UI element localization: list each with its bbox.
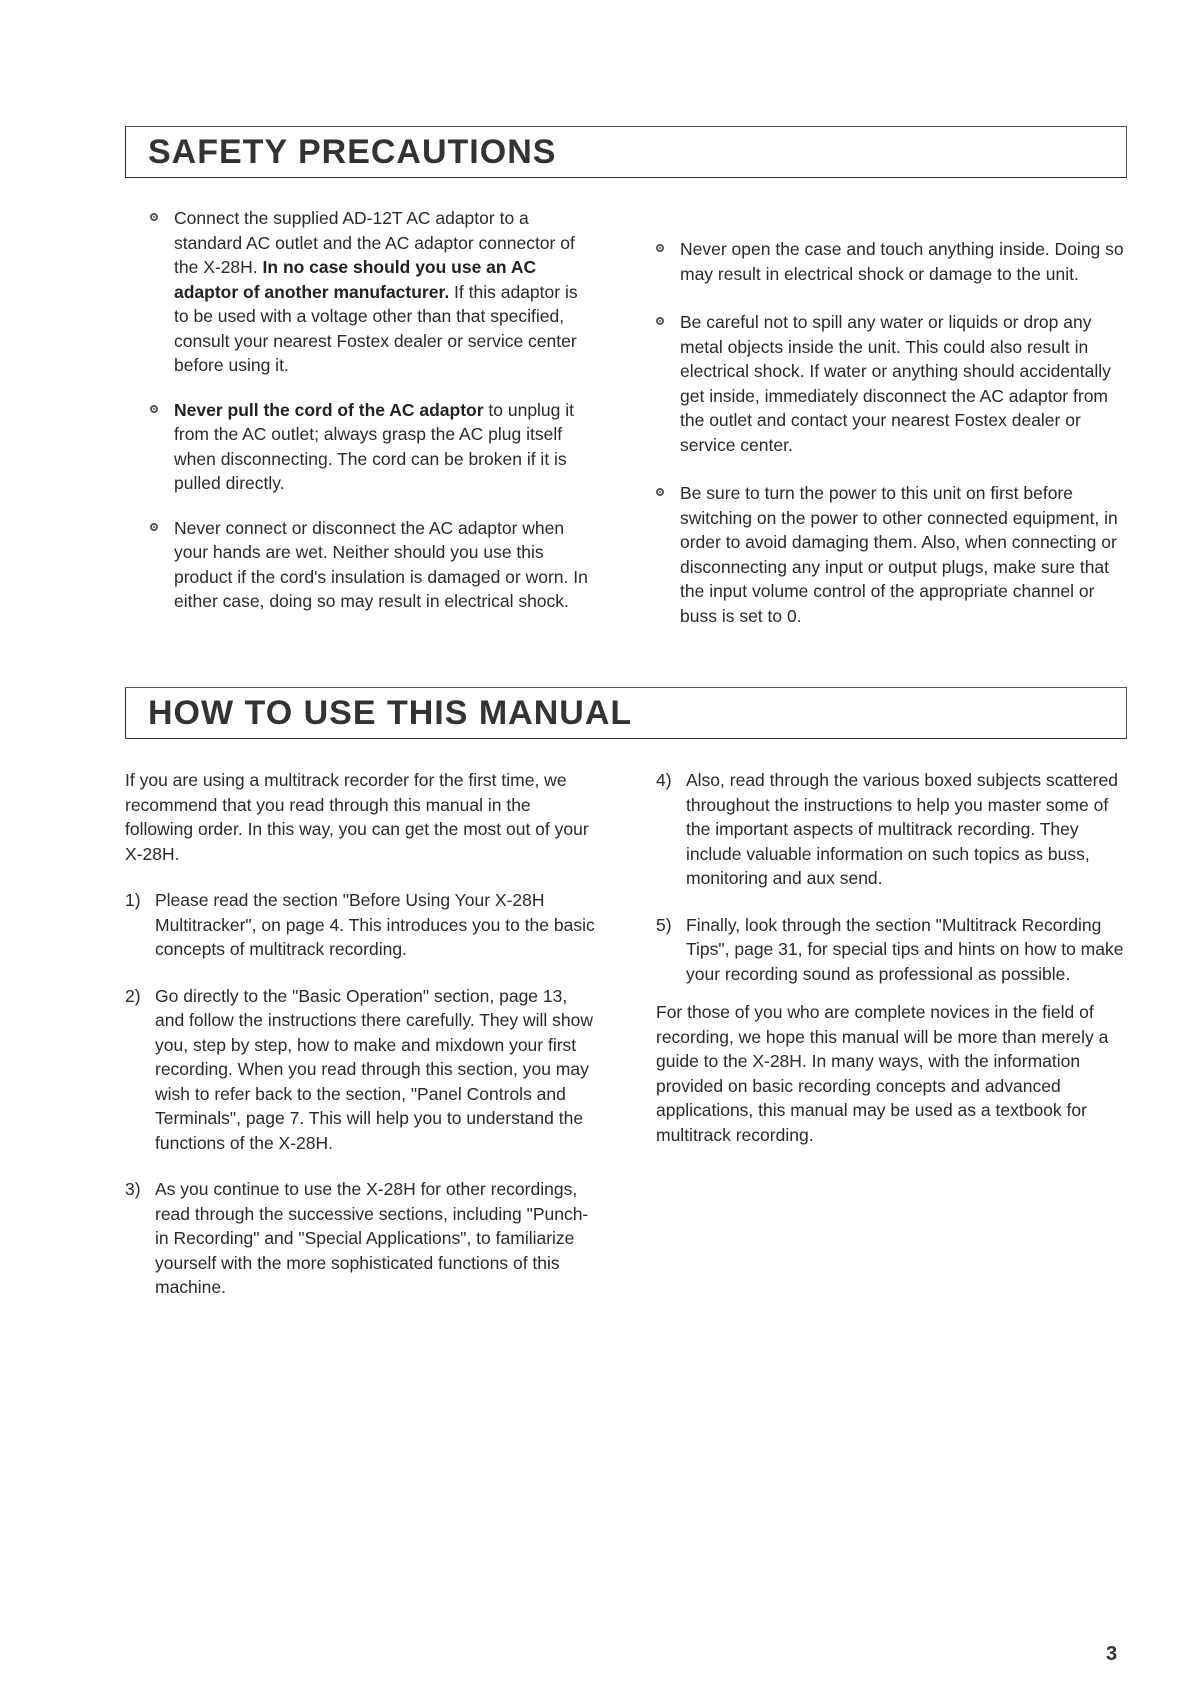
bullet-icon bbox=[656, 317, 664, 325]
safety-item: Never pull the cord of the AC adaptor to unplug it from the AC outlet; always grasp the AC plug itself when disconnecting. The cord can be broken if it is pulled directly. bbox=[150, 398, 595, 496]
howto-left-column bbox=[125, 768, 595, 1300]
how-to-use-header bbox=[125, 687, 1127, 739]
how-to-use-title: HOW TO USE THIS MANUAL bbox=[148, 694, 633, 732]
howto-step: 3) As you continue to use the X-28H for other recordings, read through the successive sections, including "Punch-in Recording" and "Special Applications", to familiarize yourself with the more sophisticated functions of this machine. bbox=[125, 1179, 589, 1297]
bullet-icon bbox=[150, 523, 158, 531]
howto-closing: For those of you who are complete novices in the field of recording, we hope this manual will be more than merely a guide to the X-28H. In many ways, with the information provided on basic recording concepts and advanced applications, this manual may be used as a textbook for multitrack recording. bbox=[656, 1002, 1109, 1145]
howto-right-column bbox=[656, 768, 1128, 1147]
howto-step: 4) Also, read through the various boxed subjects scattered throughout the instructions to help you master some of the important aspects of multitrack recording. They include valuable information on such topics as buss, monitoring and aux send. bbox=[656, 770, 1118, 888]
safety-item: Never connect or disconnect the AC adaptor when your hands are wet. Neither should you use this product if the cord's insulation is damaged or worn. In either case, doing so may result in electrical shock. bbox=[150, 516, 595, 614]
bullet-icon bbox=[150, 405, 158, 413]
safety-right-column bbox=[656, 237, 1128, 628]
bullet-icon bbox=[150, 213, 158, 221]
safety-item: Be sure to turn the power to this unit on first before switching on the power to other connected equipment, in order to avoid damaging them. Also, when connecting or disconnecting any input or output plugs, make sure that the input volume control of the appropriate channel or buss is set to 0. bbox=[656, 481, 1128, 628]
safety-precautions-header bbox=[125, 126, 1127, 178]
safety-item: Connect the supplied AD-12T AC adaptor to a standard AC outlet and the AC adaptor connector of the X-28H. In no case should you use an AC adaptor of another manufacturer. If this adaptor is to be used with a voltage other than that specified, consult your nearest Fostex dealer or service center before using it. bbox=[150, 206, 595, 378]
howto-step: 5) Finally, look through the section "Multitrack Recording Tips", page 31, for special tips and hints on how to make your recording sound as professional as possible. bbox=[656, 914, 1124, 984]
bullet-icon bbox=[656, 244, 664, 252]
page-number: 3 bbox=[1106, 1643, 1118, 1665]
howto-intro: If you are using a multitrack recorder for the first time, we recommend that you read through this manual in the following order. In this way, you can get the most out of your X-28H. bbox=[125, 770, 589, 864]
safety-precautions-title: SAFETY PRECAUTIONS bbox=[148, 133, 557, 171]
bullet-icon bbox=[656, 488, 664, 496]
howto-step: 2) Go directly to the "Basic Operation" section, page 13, and follow the instructions there carefully. They will show you, step by step, how to make and mixdown your first recording. When you read through this section, you may wish to refer back to the section, "Panel Controls and Terminals", page 7. This will help you to understand the functions of the X-28H. bbox=[125, 985, 594, 1153]
howto-step: 1) Please read the section "Before Using Your X-28H Multitracker", on page 4. This introduces you to the basic concepts of multitrack recording. bbox=[125, 890, 595, 959]
safety-left-column bbox=[150, 206, 595, 614]
safety-item: Be careful not to spill any water or liquids or drop any metal objects inside the unit. This could also result in electrical shock. If water or anything should accidentally get inside, immediately disconnect the AC adaptor from the outlet and contact your nearest Fostex dealer or service center. bbox=[656, 310, 1128, 457]
safety-item: Never open the case and touch anything inside. Doing so may result in electrical shock or damage to the unit. bbox=[656, 237, 1128, 286]
